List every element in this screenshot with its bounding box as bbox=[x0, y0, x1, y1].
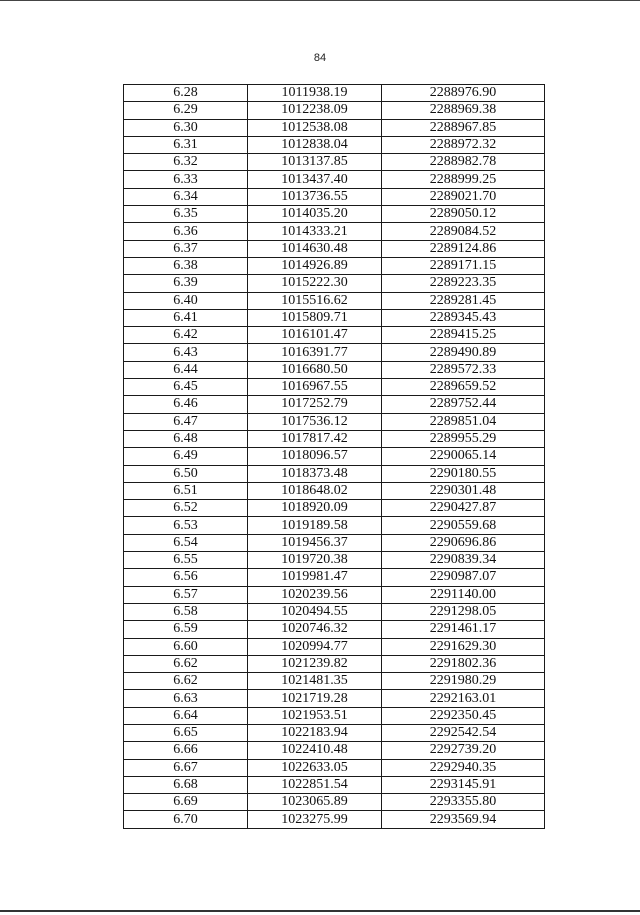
station-cell: 6.43 bbox=[124, 344, 248, 361]
station-cell: 6.29 bbox=[124, 102, 248, 119]
easting-cell: 1021481.35 bbox=[248, 673, 382, 690]
station-cell: 6.50 bbox=[124, 465, 248, 482]
station-cell: 6.40 bbox=[124, 292, 248, 309]
northing-cell: 2290559.68 bbox=[382, 517, 545, 534]
table-row bbox=[124, 327, 545, 344]
table-row bbox=[124, 154, 545, 171]
page-number: 84 bbox=[313, 52, 327, 64]
station-cell: 6.30 bbox=[124, 119, 248, 136]
northing-cell: 2288967.85 bbox=[382, 119, 545, 136]
northing-cell: 2293569.94 bbox=[382, 811, 545, 828]
northing-cell: 2288969.38 bbox=[382, 102, 545, 119]
easting-cell: 1015222.30 bbox=[248, 275, 382, 292]
table-row bbox=[124, 759, 545, 776]
northing-cell: 2290427.87 bbox=[382, 500, 545, 517]
northing-cell: 2292163.01 bbox=[382, 690, 545, 707]
station-cell: 6.66 bbox=[124, 742, 248, 759]
table-row bbox=[124, 396, 545, 413]
station-cell: 6.67 bbox=[124, 759, 248, 776]
table-row bbox=[124, 223, 545, 240]
table-row bbox=[124, 673, 545, 690]
station-cell: 6.32 bbox=[124, 154, 248, 171]
table-row bbox=[124, 586, 545, 603]
easting-cell: 1013736.55 bbox=[248, 188, 382, 205]
table-row bbox=[124, 603, 545, 620]
easting-cell: 1019720.38 bbox=[248, 552, 382, 569]
table-row bbox=[124, 655, 545, 672]
page-top-edge bbox=[0, 0, 640, 1]
northing-cell: 2292350.45 bbox=[382, 707, 545, 724]
easting-cell: 1013437.40 bbox=[248, 171, 382, 188]
page-bottom-edge bbox=[0, 910, 640, 912]
northing-cell: 2289752.44 bbox=[382, 396, 545, 413]
northing-cell: 2292739.20 bbox=[382, 742, 545, 759]
station-cell: 6.65 bbox=[124, 724, 248, 741]
northing-cell: 2292940.35 bbox=[382, 759, 545, 776]
table-row bbox=[124, 413, 545, 430]
easting-cell: 1023065.89 bbox=[248, 794, 382, 811]
station-cell: 6.51 bbox=[124, 482, 248, 499]
table-row bbox=[124, 690, 545, 707]
easting-cell: 1016391.77 bbox=[248, 344, 382, 361]
easting-cell: 1014333.21 bbox=[248, 223, 382, 240]
easting-cell: 1018920.09 bbox=[248, 500, 382, 517]
northing-cell: 2290987.07 bbox=[382, 569, 545, 586]
easting-cell: 1016680.50 bbox=[248, 361, 382, 378]
table-row bbox=[124, 569, 545, 586]
table-row bbox=[124, 742, 545, 759]
station-cell: 6.57 bbox=[124, 586, 248, 603]
station-cell: 6.69 bbox=[124, 794, 248, 811]
table-row bbox=[124, 85, 545, 102]
northing-cell: 2289223.35 bbox=[382, 275, 545, 292]
northing-cell: 2291140.00 bbox=[382, 586, 545, 603]
table-row bbox=[124, 240, 545, 257]
easting-cell: 1021953.51 bbox=[248, 707, 382, 724]
station-cell: 6.38 bbox=[124, 257, 248, 274]
coordinate-table bbox=[123, 84, 545, 829]
easting-cell: 1019456.37 bbox=[248, 534, 382, 551]
station-cell: 6.36 bbox=[124, 223, 248, 240]
station-cell: 6.37 bbox=[124, 240, 248, 257]
easting-cell: 1017817.42 bbox=[248, 430, 382, 447]
station-cell: 6.56 bbox=[124, 569, 248, 586]
easting-cell: 1022633.05 bbox=[248, 759, 382, 776]
table-row bbox=[124, 794, 545, 811]
easting-cell: 1018373.48 bbox=[248, 465, 382, 482]
northing-cell: 2289490.89 bbox=[382, 344, 545, 361]
station-cell: 6.52 bbox=[124, 500, 248, 517]
northing-cell: 2289851.04 bbox=[382, 413, 545, 430]
easting-cell: 1014035.20 bbox=[248, 206, 382, 223]
northing-cell: 2290696.86 bbox=[382, 534, 545, 551]
easting-cell: 1020746.32 bbox=[248, 621, 382, 638]
station-cell: 6.63 bbox=[124, 690, 248, 707]
northing-cell: 2288999.25 bbox=[382, 171, 545, 188]
easting-cell: 1015516.62 bbox=[248, 292, 382, 309]
station-cell: 6.49 bbox=[124, 448, 248, 465]
easting-cell: 1022410.48 bbox=[248, 742, 382, 759]
easting-cell: 1020239.56 bbox=[248, 586, 382, 603]
table-row bbox=[124, 776, 545, 793]
table-row bbox=[124, 552, 545, 569]
northing-cell: 2289345.43 bbox=[382, 309, 545, 326]
station-cell: 6.48 bbox=[124, 430, 248, 447]
easting-cell: 1015809.71 bbox=[248, 309, 382, 326]
northing-cell: 2289021.70 bbox=[382, 188, 545, 205]
easting-cell: 1022183.94 bbox=[248, 724, 382, 741]
northing-cell: 2291980.29 bbox=[382, 673, 545, 690]
station-cell: 6.46 bbox=[124, 396, 248, 413]
easting-cell: 1016101.47 bbox=[248, 327, 382, 344]
table-row bbox=[124, 517, 545, 534]
easting-cell: 1021239.82 bbox=[248, 655, 382, 672]
station-cell: 6.34 bbox=[124, 188, 248, 205]
table-row bbox=[124, 621, 545, 638]
table-row bbox=[124, 188, 545, 205]
northing-cell: 2289955.29 bbox=[382, 430, 545, 447]
station-cell: 6.53 bbox=[124, 517, 248, 534]
table-row bbox=[124, 275, 545, 292]
easting-cell: 1020494.55 bbox=[248, 603, 382, 620]
station-cell: 6.55 bbox=[124, 552, 248, 569]
table-row bbox=[124, 465, 545, 482]
northing-cell: 2291298.05 bbox=[382, 603, 545, 620]
easting-cell: 1018648.02 bbox=[248, 482, 382, 499]
station-cell: 6.68 bbox=[124, 776, 248, 793]
easting-cell: 1019981.47 bbox=[248, 569, 382, 586]
station-cell: 6.45 bbox=[124, 379, 248, 396]
easting-cell: 1017536.12 bbox=[248, 413, 382, 430]
station-cell: 6.70 bbox=[124, 811, 248, 828]
northing-cell: 2290065.14 bbox=[382, 448, 545, 465]
station-cell: 6.62 bbox=[124, 673, 248, 690]
easting-cell: 1019189.58 bbox=[248, 517, 382, 534]
northing-cell: 2292542.54 bbox=[382, 724, 545, 741]
northing-cell: 2290839.34 bbox=[382, 552, 545, 569]
station-cell: 6.41 bbox=[124, 309, 248, 326]
table-row bbox=[124, 361, 545, 378]
easting-cell: 1011938.19 bbox=[248, 85, 382, 102]
station-cell: 6.60 bbox=[124, 638, 248, 655]
station-cell: 6.42 bbox=[124, 327, 248, 344]
station-cell: 6.44 bbox=[124, 361, 248, 378]
table-row bbox=[124, 707, 545, 724]
table-row bbox=[124, 534, 545, 551]
northing-cell: 2290180.55 bbox=[382, 465, 545, 482]
station-cell: 6.33 bbox=[124, 171, 248, 188]
northing-cell: 2293355.80 bbox=[382, 794, 545, 811]
station-cell: 6.47 bbox=[124, 413, 248, 430]
northing-cell: 2289124.86 bbox=[382, 240, 545, 257]
coordinate-table-body bbox=[124, 85, 545, 829]
easting-cell: 1013137.85 bbox=[248, 154, 382, 171]
station-cell: 6.64 bbox=[124, 707, 248, 724]
easting-cell: 1018096.57 bbox=[248, 448, 382, 465]
northing-cell: 2289572.33 bbox=[382, 361, 545, 378]
station-cell: 6.35 bbox=[124, 206, 248, 223]
northing-cell: 2288982.78 bbox=[382, 154, 545, 171]
table-row bbox=[124, 171, 545, 188]
northing-cell: 2289050.12 bbox=[382, 206, 545, 223]
table-row bbox=[124, 379, 545, 396]
northing-cell: 2289171.15 bbox=[382, 257, 545, 274]
easting-cell: 1014630.48 bbox=[248, 240, 382, 257]
northing-cell: 2290301.48 bbox=[382, 482, 545, 499]
table-row bbox=[124, 724, 545, 741]
northing-cell: 2291461.17 bbox=[382, 621, 545, 638]
station-cell: 6.39 bbox=[124, 275, 248, 292]
northing-cell: 2291802.36 bbox=[382, 655, 545, 672]
table-row bbox=[124, 344, 545, 361]
table-row bbox=[124, 136, 545, 153]
table-row bbox=[124, 430, 545, 447]
northing-cell: 2289415.25 bbox=[382, 327, 545, 344]
northing-cell: 2288972.32 bbox=[382, 136, 545, 153]
table-row bbox=[124, 257, 545, 274]
easting-cell: 1012838.04 bbox=[248, 136, 382, 153]
table-row bbox=[124, 448, 545, 465]
northing-cell: 2289084.52 bbox=[382, 223, 545, 240]
northing-cell: 2291629.30 bbox=[382, 638, 545, 655]
table-row bbox=[124, 292, 545, 309]
northing-cell: 2289659.52 bbox=[382, 379, 545, 396]
easting-cell: 1012238.09 bbox=[248, 102, 382, 119]
table-row bbox=[124, 638, 545, 655]
table-row bbox=[124, 309, 545, 326]
station-cell: 6.58 bbox=[124, 603, 248, 620]
easting-cell: 1020994.77 bbox=[248, 638, 382, 655]
northing-cell: 2293145.91 bbox=[382, 776, 545, 793]
easting-cell: 1017252.79 bbox=[248, 396, 382, 413]
table-row bbox=[124, 206, 545, 223]
table-row bbox=[124, 482, 545, 499]
easting-cell: 1022851.54 bbox=[248, 776, 382, 793]
northing-cell: 2288976.90 bbox=[382, 85, 545, 102]
easting-cell: 1016967.55 bbox=[248, 379, 382, 396]
northing-cell: 2289281.45 bbox=[382, 292, 545, 309]
station-cell: 6.54 bbox=[124, 534, 248, 551]
table-row bbox=[124, 811, 545, 828]
easting-cell: 1021719.28 bbox=[248, 690, 382, 707]
table-row bbox=[124, 102, 545, 119]
easting-cell: 1014926.89 bbox=[248, 257, 382, 274]
easting-cell: 1012538.08 bbox=[248, 119, 382, 136]
station-cell: 6.59 bbox=[124, 621, 248, 638]
table-row bbox=[124, 500, 545, 517]
easting-cell: 1023275.99 bbox=[248, 811, 382, 828]
station-cell: 6.31 bbox=[124, 136, 248, 153]
station-cell: 6.62 bbox=[124, 655, 248, 672]
table-row bbox=[124, 119, 545, 136]
station-cell: 6.28 bbox=[124, 85, 248, 102]
